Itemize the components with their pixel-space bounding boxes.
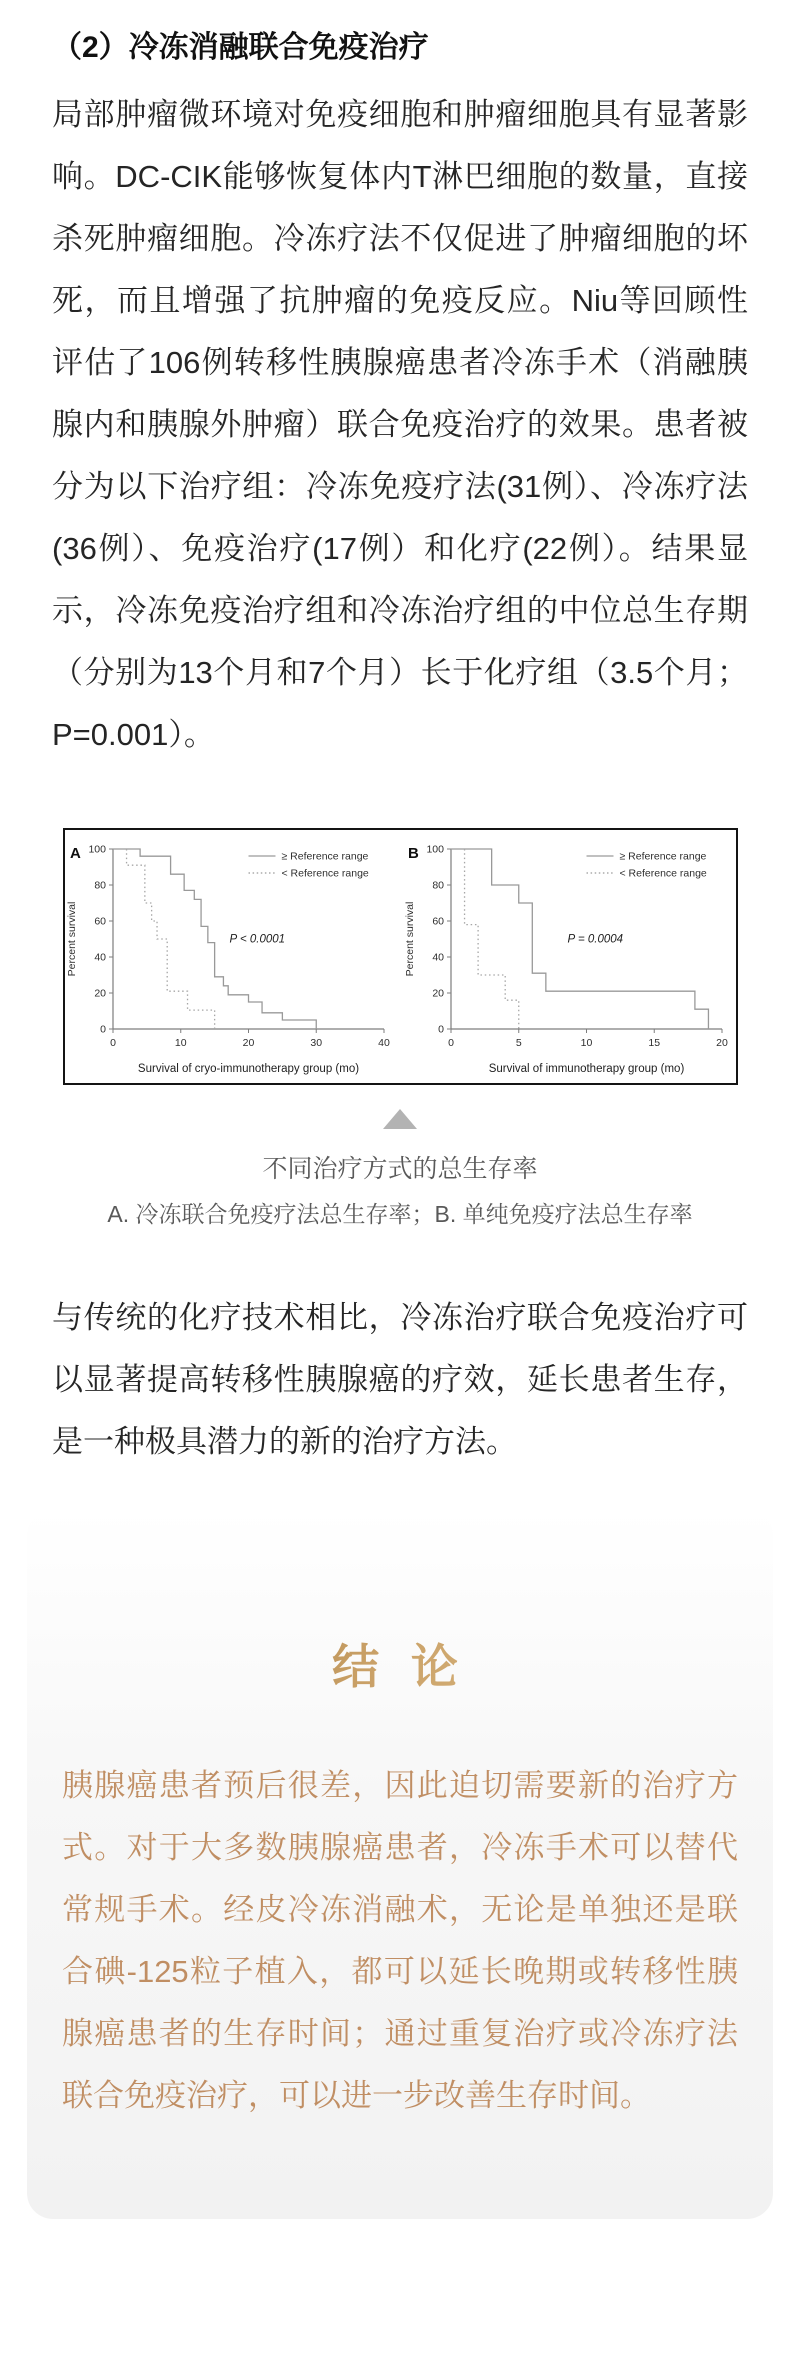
- svg-text:A: A: [69, 845, 81, 862]
- svg-text:30: 30: [309, 1037, 322, 1049]
- svg-text:0: 0: [99, 1023, 106, 1036]
- conclusion-title: 结 论: [62, 1637, 738, 1699]
- svg-text:5: 5: [515, 1037, 522, 1049]
- svg-text:< Reference range: < Reference range: [619, 867, 707, 880]
- triangle-up-icon: [383, 1109, 417, 1129]
- svg-text:20: 20: [93, 987, 106, 1000]
- svg-text:0: 0: [437, 1023, 444, 1036]
- svg-text:40: 40: [377, 1037, 390, 1049]
- svg-text:80: 80: [93, 879, 106, 892]
- svg-text:≥ Reference range: ≥ Reference range: [281, 850, 368, 863]
- conclusion-card: [27, 1509, 773, 2219]
- svg-text:P = 0.0004: P = 0.0004: [567, 933, 623, 946]
- svg-text:0: 0: [447, 1037, 454, 1049]
- svg-text:100: 100: [425, 843, 444, 856]
- svg-text:40: 40: [93, 951, 106, 964]
- svg-text:≥ Reference range: ≥ Reference range: [619, 850, 706, 863]
- svg-text:20: 20: [242, 1037, 254, 1049]
- svg-text:Percent survival: Percent survival: [403, 901, 416, 977]
- svg-text:20: 20: [715, 1037, 728, 1049]
- svg-text:100: 100: [87, 843, 106, 856]
- svg-text:< Reference range: < Reference range: [281, 867, 369, 880]
- svg-text:10: 10: [174, 1037, 187, 1049]
- svg-text:10: 10: [580, 1037, 592, 1049]
- svg-text:Survival of immunotherapy grou: Survival of immunotherapy group (mo): [488, 1063, 684, 1075]
- svg-text:60: 60: [93, 915, 106, 928]
- section-heading: （2）冷冻消融联合免疫治疗: [52, 31, 429, 64]
- svg-text:80: 80: [431, 879, 444, 892]
- paragraph-summary: 与传统的化疗技术相比，冷冻治疗联合免疫治疗可以显著提高转移性胰腺癌的疗效，延长患者生存，是一种极具潜力的新的治疗方法。: [52, 1300, 748, 1459]
- paragraph-study: 局部肿瘤微环境对免疫细胞和肿瘤细胞具有显著影响。DC-CIK能够恢复体内T淋巴细胞的数量，直接杀死肿瘤细胞。冷冻疗法不仅促进了肿瘤细胞的坏死，而且增强了抗肿瘤的免疫反应。Niu等回顾性评估了106例转移性胰腺癌患者冷冻手术（消融胰腺内和胰腺外肿瘤）联合免疫治疗的效果。患者被分为以下治疗组：冷冻免疫疗法(31例）、冷冻疗法(36例）、免疫治疗(17例）和化疗(22例）。结果显示，冷冻免疫治疗组和冷冻治疗组的中位总生存期（分别为13个月和7个月）长于化疗组（3.5个月；P=0.001）。: [52, 97, 748, 752]
- figure-caption-title: 不同治疗方式的总生存率: [262, 1155, 538, 1183]
- survival-chart-b: [403, 832, 736, 1081]
- svg-text:15: 15: [647, 1037, 660, 1049]
- svg-text:Percent survival: Percent survival: [65, 901, 78, 977]
- svg-text:P < 0.0001: P < 0.0001: [229, 933, 285, 946]
- survival-figure: [63, 828, 738, 1085]
- svg-text:0: 0: [109, 1037, 116, 1049]
- figure-caption-sub: A. 冷冻联合免疫疗法总生存率；B. 单纯免疫疗法总生存率: [107, 1201, 693, 1227]
- svg-text:60: 60: [431, 915, 444, 928]
- svg-text:40: 40: [431, 951, 444, 964]
- svg-text:Survival of cryo-immunotherapy: Survival of cryo-immunotherapy group (mo): [137, 1063, 359, 1075]
- survival-chart-a: [65, 832, 398, 1081]
- conclusion-body: 胰腺癌患者预后很差，因此迫切需要新的治疗方式。对于大多数胰腺癌患者，冷冻手术可以替代常规手术。经皮冷冻消融术，无论是单独还是联合碘-125粒子植入，都可以延长晚期或转移性胰腺癌患者的生存时间；通过重复治疗或冷冻疗法联合免疫治疗，可以进一步改善生存时间。: [62, 1768, 738, 2113]
- svg-text:20: 20: [431, 987, 444, 1000]
- svg-text:B: B: [407, 845, 419, 862]
